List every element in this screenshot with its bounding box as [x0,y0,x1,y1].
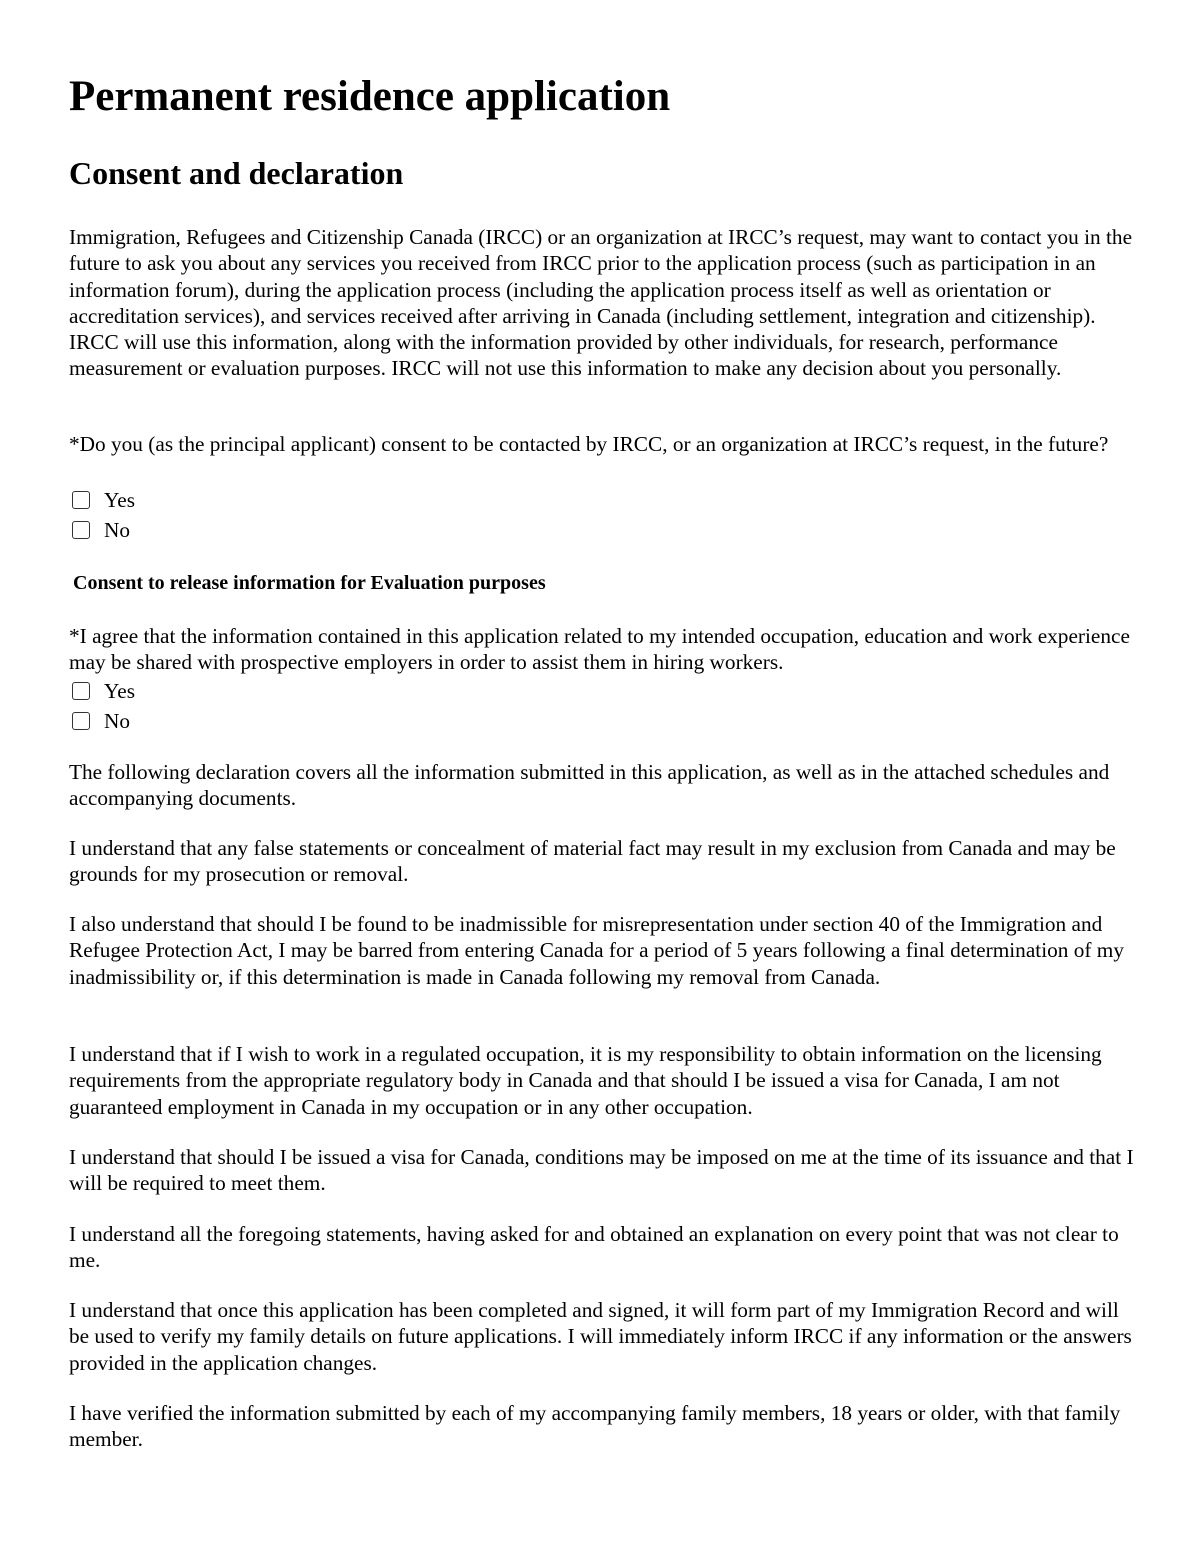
evaluation-consent-yes-checkbox[interactable] [72,682,90,700]
declaration-paragraph: The following declaration covers all the information submitted in this application, as well as in the attached schedules and accompanying documents. [69,760,1110,811]
declaration-paragraph: I understand that if I wish to work in a regulated occupation, it is my responsibility to obtain information on the licensing requirements from the appropriate regulatory body in Canada and that should I be issued a visa for Canada, I am not guaranteed employment in Canada in my occupation or in any other occupation. [69,1042,1102,1119]
contact-consent-question: *Do you (as the principal applicant) consent to be contacted by IRCC, or an organization at IRCC’s request, in the future? [69,432,1109,456]
contact-consent-no-label: No [104,518,131,542]
evaluation-consent-no-checkbox[interactable] [72,712,90,730]
intro-paragraph: Immigration, Refugees and Citizenship Canada (IRCC) or an organization at IRCC’s request, may want to contact you in the future to ask you about any services you received from IRCC prior to the application process (such as participation in an information forum), during the application process (including the application process itself as well as orientation or accreditation services), and services received after arriving in Canada (including settlement, integration and citizenship). IRCC will use this information, along with the information provided by other individuals, for research, performance measurement or evaluation purposes. IRCC will not use this information to make any decision about you personally. [69,225,1133,381]
declaration-paragraph: I understand that once this application has been completed and signed, it will form part of my Immigration Record and will be used to verify my family details on future applications. I will immediately inform IRCC if any information or the answers provided in the application changes. [69,1298,1132,1375]
evaluation-consent-heading: Consent to release information for Evaluation purposes [73,572,546,594]
evaluation-consent-no-label: No [104,709,131,733]
contact-consent-yes-label: Yes [104,488,135,512]
contact-consent-yes-option[interactable] [72,486,135,514]
declaration-paragraph: I have verified the information submitted by each of my accompanying family members, 18 years or older, with that family member. [69,1401,1121,1452]
evaluation-consent-no-option[interactable] [72,707,130,735]
declaration-paragraph: I understand that any false statements or concealment of material fact may result in my exclusion from Canada and may be grounds for my prosecution or removal. [69,836,1116,887]
page-title: Permanent residence application [69,73,671,120]
contact-consent-no-option[interactable] [72,516,130,544]
evaluation-consent-yes-label: Yes [104,679,135,703]
evaluation-consent-question: *I agree that the information contained in this application related to my intended occupation, education and work experience may be shared with prospective employers in order to assist them in hiring workers. [69,624,1130,675]
declaration-paragraph: I also understand that should I be found to be inadmissible for misrepresentation under section 40 of the Immigration and Refugee Protection Act, I may be barred from entering Canada for a period of 5 years following a final determination of my inadmissibility or, if this determination is made in Canada following my removal from Canada. [69,912,1125,989]
contact-consent-no-checkbox[interactable] [72,521,90,539]
contact-consent-yes-checkbox[interactable] [72,491,90,509]
evaluation-consent-yes-option[interactable] [72,677,135,705]
declaration-paragraph: I understand that should I be issued a visa for Canada, conditions may be imposed on me at the time of its issuance and that I will be required to meet them. [69,1145,1134,1196]
section-title: Consent and declaration [69,155,404,191]
declaration-paragraph: I understand all the foregoing statements, having asked for and obtained an explanation on every point that was not clear to me. [69,1222,1119,1273]
